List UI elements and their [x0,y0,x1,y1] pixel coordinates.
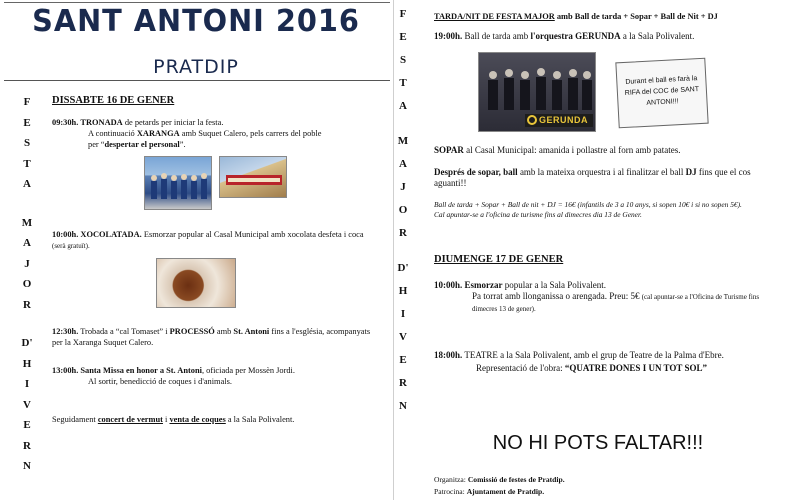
suquet-calero-photo [219,156,287,198]
event-teatre: 18:00h. TEATRE a la Sala Polivalent, amb el grup de Teatre de la Palma d'Ebre. Representació de l'obra: “QUATRE DONES I UN TOT SOL” [434,350,724,373]
side-letter: N [23,460,31,472]
event-missa: 13:00h. Santa Missa en honor a St. Antoni, oficiada per Mossèn Jordi. Al sortir, benedicció de coques i d'animals. [52,366,295,386]
sopar-line: SOPAR al Casal Municipal: amanida i pollastre al forn amb patates. [434,145,681,155]
side-letter: O [398,204,408,216]
side-letter: V [399,331,407,343]
raffle-note: Durant el ball es farà la RIFA del COC de SANT ANTONI!!! [615,58,708,129]
event-processo: 12:30h. Trobada a “cal Tomaset” i PROCESSÓ amb St. Antoni fins a l'església, acompanyats per la Xaranga Suquet Calero. [52,327,371,347]
day-heading-sunday: DIUMENGE 17 DE GENER [434,254,564,265]
side-letter: A [23,178,31,190]
event-time: 12:30h. [52,327,79,336]
side-letter: E [23,419,31,431]
event-xocolatada: 10:00h. XOCOLATADA. Esmorzar popular al Casal Municipal amb xocolata desfeta i coca (serà gratuït). [52,230,364,250]
credits: Organitza: Comissió de festes de Pratdip. Patrocina: Ajuntament de Pratdip. [434,475,565,496]
price-note: Ball de tarda + Sopar + Ball de nit + DJ = 16€ (infantils de 3 a 10 anys, si sopen 10€ i si no sopen 5€). Cal apuntar-se a l'oficina de turisme fins al dimecres dia 13 de Gener. [434,200,742,219]
side-letter: D' [21,337,33,349]
left-page [0,0,392,500]
side-letter: F [399,8,407,20]
after-dinner-line: Després de sopar, ball amb la mateixa orquestra i al finalitzar el ball DJ fins que el cos aguanti!! [434,167,751,188]
side-letter: N [399,400,407,412]
event-time: 19:00h. [434,31,463,41]
side-letter: R [23,439,31,452]
side-letter: D' [397,262,409,274]
side-letter: F [23,96,31,108]
side-letter: T [23,157,31,170]
event-time: 18:00h. [434,350,463,360]
event-text: de petards per iniciar la festa. [122,118,224,127]
gerunda-logo-mark [527,115,537,125]
village-name: PRATDIP [153,56,239,78]
event-title: TRONADA [80,118,123,127]
event-vermut: Seguidament concert de vermut i venta de coques a la Sala Polivalent. [52,415,295,424]
side-letter: I [400,308,406,320]
side-letter: H [398,285,408,297]
closing-slogan: NO HI POTS FALTAR!!! [492,432,704,454]
evening-heading: TARDA/NIT DE FESTA MAJOR amb Ball de tarda + Sopar + Ball de Nit + DJ [434,12,718,21]
day-heading-saturday: DISSABTE 16 DE GENER [52,95,175,106]
side-letter: R [23,298,31,311]
event-title: Santa Missa en honor a St. Antoni [80,366,202,375]
xaranga-band-photo [144,156,212,210]
gerunda-logo: GERUNDA [539,115,589,125]
side-letter: S [399,54,407,66]
side-letter: E [399,31,407,43]
side-letter: A [23,237,31,249]
side-letter: J [24,257,30,270]
event-esmorzar: 10:00h. Esmorzar popular a la Sala Polivalent. Pa torrat amb llonganissa o arengada. Preu: 5€ (cal apuntar-se a l'Oficina de Turisme fins dimecres 13 de gener). [434,280,760,313]
event-title: XOCOLATADA. [80,230,142,239]
side-letter: M [21,216,33,229]
side-letter: O [22,278,32,290]
suquet-calero-sign-illustration [220,157,287,198]
band-figures-illustration [145,157,212,210]
hot-chocolate-photo [156,258,236,308]
right-page [396,0,800,500]
side-letter: T [399,77,407,89]
side-letter: R [399,377,407,389]
event-time: 13:00h. [52,366,79,375]
side-letter: E [23,116,31,129]
side-letter: R [399,227,407,239]
gerunda-band-photo [478,52,596,132]
event-tronada: 09:30h. TRONADA de petards per iniciar la festa. A continuació XARANGA amb Suquet Calero, pels carrers del poble per “despertar el personal”. [52,118,322,149]
side-letter: J [400,181,406,193]
side-letter: A [399,158,407,170]
side-letter: H [22,357,32,370]
vertical-festa-major-left [20,96,34,481]
poster-title: SANT ANTONI 2016 [32,4,360,39]
event-time: 09:30h. [52,118,79,127]
side-letter: E [399,354,407,366]
subtitle-rule [4,80,390,81]
side-letter: A [399,100,407,112]
side-letter: M [397,135,409,147]
vertical-festa-major-right [396,8,410,423]
event-ball-tarda: 19:00h. Ball de tarda amb l'orquestra GERUNDA a la Sala Polivalent. [434,31,695,41]
event-time: 10:00h. [52,230,79,239]
side-letter: I [24,378,30,390]
top-rule [4,2,390,3]
page-divider [393,0,394,500]
event-time: 10:00h. [434,280,463,290]
side-letter: V [23,398,31,411]
side-letter: S [23,137,31,149]
